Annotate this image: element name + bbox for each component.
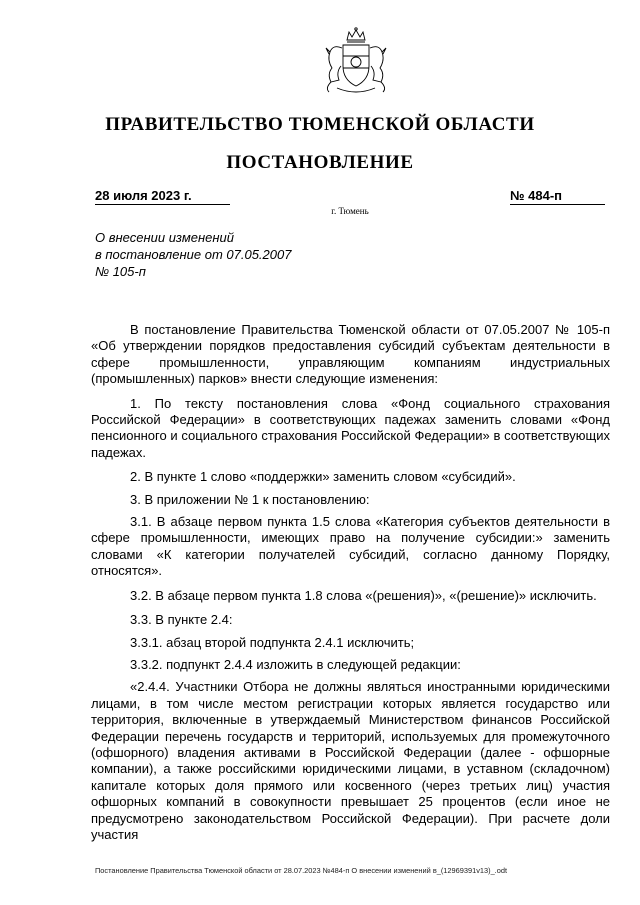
subject-line: в постановление от 07.05.2007 (95, 247, 292, 262)
document-date: 28 июля 2023 г. (95, 188, 230, 205)
body-paragraph: 3.3.2. подпункт 2.4.4 изложить в следующей редакции: (130, 656, 461, 672)
document-type: ПОСТАНОВЛЕНИЕ (226, 152, 414, 173)
number-sign: № (510, 188, 525, 203)
body-paragraph: 3.3.1. абзац второй подпункта 2.4.1 исключить; (130, 634, 415, 650)
body-paragraph: В постановление Правительства Тюменской области от 07.05.2007 № 105-п «Об утверждении порядков предоставления субсидий субъектам деятельности в сфере промышленности, управляющим компаниям индустриальных (промышленных) парков» внести следующие изменения: (91, 322, 610, 387)
body-paragraph: 3.1. В абзаце первом пункта 1.5 слова «Категория субъектов деятельности в сфере промышленности, имеющих право на получение субсидии:» заменить словами «К категории получателей субсидий, согласно данному Порядку, относятся». (91, 514, 610, 579)
document-number (510, 188, 605, 205)
page-footer: Постановление Правительства Тюменской области от 28.07.2023 №484-п О внесении изменений в_(12969391v13)_.odt (95, 866, 508, 875)
body-paragraph: 3.3. В пункте 2.4: (130, 612, 233, 628)
city: г. Тюмень (331, 206, 369, 216)
number-value: 484-п (528, 188, 562, 203)
document-body (91, 322, 610, 851)
subject-line: О внесении изменений (95, 230, 234, 245)
subject-line: № 105-п (95, 264, 146, 279)
body-paragraph: 3. В приложении № 1 к постановлению: (130, 491, 370, 507)
body-paragraph: «2.4.4. Участники Отбора не должны являться иностранными юридическими лицами, в том числе местом регистрации которых является государство или территория, включенные в утверждаемый Министерством финансов Российской Федерации перечень государств и территорий, используемых для промежуточного (офшорного) владения активами в Российской Федерации (далее - офшорные компании), а также российскими юридическими лицами, в уставном (складочном) капитале которых доля прямого или косвенного (через третьих лиц) участия офшорных компаний в совокупности превышает 25 процентов (если иное не предусмотрено законодательством Российской Федерации). При расчете доли участия (91, 679, 610, 842)
body-paragraph: 3.2. В абзаце первом пункта 1.8 слова «(решения)», «(решение)» исключить. (130, 587, 597, 603)
body-paragraph: 1. По тексту постановления слова «Фонд социального страхования Российской Федерации» в соответствующих падежах заменить словами «Фонд пенсионного и социального страхования Российской Федерации» в соответствующих падежах. (91, 395, 610, 460)
government-name: ПРАВИТЕЛЬСТВО ТЮМЕНСКОЙ ОБЛАСТИ (105, 114, 535, 135)
body-paragraph: 2. В пункте 1 слово «поддержки» заменить словом «субсидий». (130, 469, 516, 485)
document-subject (95, 229, 355, 280)
coat-of-arms-icon (315, 26, 397, 98)
